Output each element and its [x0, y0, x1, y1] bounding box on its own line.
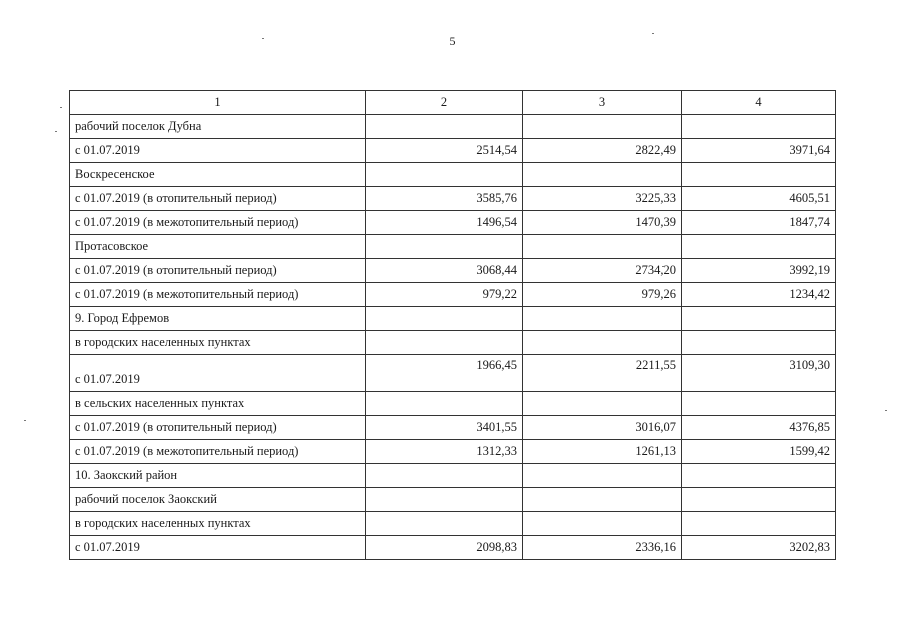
row-label: в городских населенных пунктах — [70, 512, 366, 536]
row-label: с 01.07.2019 (в отопительный период) — [70, 187, 366, 211]
table-row — [70, 187, 836, 211]
table-row — [70, 259, 836, 283]
table-row — [70, 392, 836, 416]
value-cell — [682, 464, 836, 488]
table-row — [70, 139, 836, 163]
table-row — [70, 355, 836, 392]
value-cell — [366, 235, 523, 259]
value-cell: 1234,42 — [682, 283, 836, 307]
value-cell: 2336,16 — [523, 536, 682, 560]
value-cell: 4376,85 — [682, 416, 836, 440]
table-row — [70, 283, 836, 307]
value-cell — [682, 163, 836, 187]
table-row — [70, 331, 836, 355]
row-label: с 01.07.2019 (в межотопительный период) — [70, 211, 366, 235]
table-row — [70, 488, 836, 512]
value-cell — [523, 115, 682, 139]
value-cell: 3585,76 — [366, 187, 523, 211]
value-cell — [366, 331, 523, 355]
value-cell: 2211,55 — [523, 355, 682, 392]
scan-speck — [55, 131, 57, 132]
value-cell: 3225,33 — [523, 187, 682, 211]
value-cell: 2734,20 — [523, 259, 682, 283]
row-label: с 01.07.2019 (в отопительный период) — [70, 416, 366, 440]
scan-speck — [60, 107, 62, 108]
value-cell — [682, 392, 836, 416]
value-cell — [523, 392, 682, 416]
page-number: 5 — [449, 34, 456, 48]
value-cell — [366, 307, 523, 331]
header-cell: 1 — [70, 91, 366, 115]
table-row — [70, 464, 836, 488]
value-cell: 2514,54 — [366, 139, 523, 163]
value-cell — [682, 307, 836, 331]
header-cell: 2 — [366, 91, 523, 115]
value-cell — [366, 392, 523, 416]
value-cell: 979,26 — [523, 283, 682, 307]
value-cell — [523, 163, 682, 187]
scan-speck — [885, 410, 887, 411]
row-label: с 01.07.2019 — [70, 139, 366, 163]
value-cell: 4605,51 — [682, 187, 836, 211]
table-row — [70, 163, 836, 187]
value-cell — [366, 512, 523, 536]
value-cell — [366, 464, 523, 488]
tariff-table — [69, 90, 836, 560]
value-cell — [682, 488, 836, 512]
row-label: с 01.07.2019 (в межотопительный период) — [70, 440, 366, 464]
value-cell — [523, 331, 682, 355]
value-cell: 3109,30 — [682, 355, 836, 392]
table-row — [70, 536, 836, 560]
row-label: с 01.07.2019 — [70, 355, 366, 392]
row-label: с 01.07.2019 — [70, 536, 366, 560]
row-label: Протасовское — [70, 235, 366, 259]
row-label: 9. Город Ефремов — [70, 307, 366, 331]
table-row — [70, 440, 836, 464]
header-cell: 4 — [682, 91, 836, 115]
value-cell — [366, 115, 523, 139]
value-cell: 3992,19 — [682, 259, 836, 283]
scan-speck — [24, 420, 26, 421]
value-cell — [682, 235, 836, 259]
value-cell — [366, 488, 523, 512]
table-row — [70, 512, 836, 536]
value-cell: 1261,13 — [523, 440, 682, 464]
value-cell — [523, 512, 682, 536]
value-cell — [682, 115, 836, 139]
value-cell — [523, 235, 682, 259]
value-cell — [523, 307, 682, 331]
header-cell: 3 — [523, 91, 682, 115]
row-label: в сельских населенных пунктах — [70, 392, 366, 416]
value-cell: 1496,54 — [366, 211, 523, 235]
value-cell — [523, 488, 682, 512]
row-label: с 01.07.2019 (в межотопительный период) — [70, 283, 366, 307]
row-label: Воскресенское — [70, 163, 366, 187]
value-cell: 1312,33 — [366, 440, 523, 464]
row-label: рабочий поселок Дубна — [70, 115, 366, 139]
table-row — [70, 211, 836, 235]
table-row — [70, 307, 836, 331]
table-row — [70, 235, 836, 259]
value-cell: 2098,83 — [366, 536, 523, 560]
value-cell: 2822,49 — [523, 139, 682, 163]
value-cell: 3068,44 — [366, 259, 523, 283]
table-row — [70, 416, 836, 440]
value-cell: 3016,07 — [523, 416, 682, 440]
value-cell: 3202,83 — [682, 536, 836, 560]
scan-speck — [262, 38, 264, 39]
value-cell — [682, 331, 836, 355]
value-cell: 1847,74 — [682, 211, 836, 235]
row-label: с 01.07.2019 (в отопительный период) — [70, 259, 366, 283]
value-cell — [682, 512, 836, 536]
row-label: в городских населенных пунктах — [70, 331, 366, 355]
value-cell: 3971,64 — [682, 139, 836, 163]
value-cell: 1599,42 — [682, 440, 836, 464]
row-label: 10. Заокский район — [70, 464, 366, 488]
value-cell — [523, 464, 682, 488]
row-label: рабочий поселок Заокский — [70, 488, 366, 512]
value-cell: 3401,55 — [366, 416, 523, 440]
value-cell: 1470,39 — [523, 211, 682, 235]
table-header-row — [70, 91, 836, 115]
value-cell: 1966,45 — [366, 355, 523, 392]
value-cell — [366, 163, 523, 187]
table-row — [70, 115, 836, 139]
scan-speck — [652, 33, 654, 34]
value-cell: 979,22 — [366, 283, 523, 307]
